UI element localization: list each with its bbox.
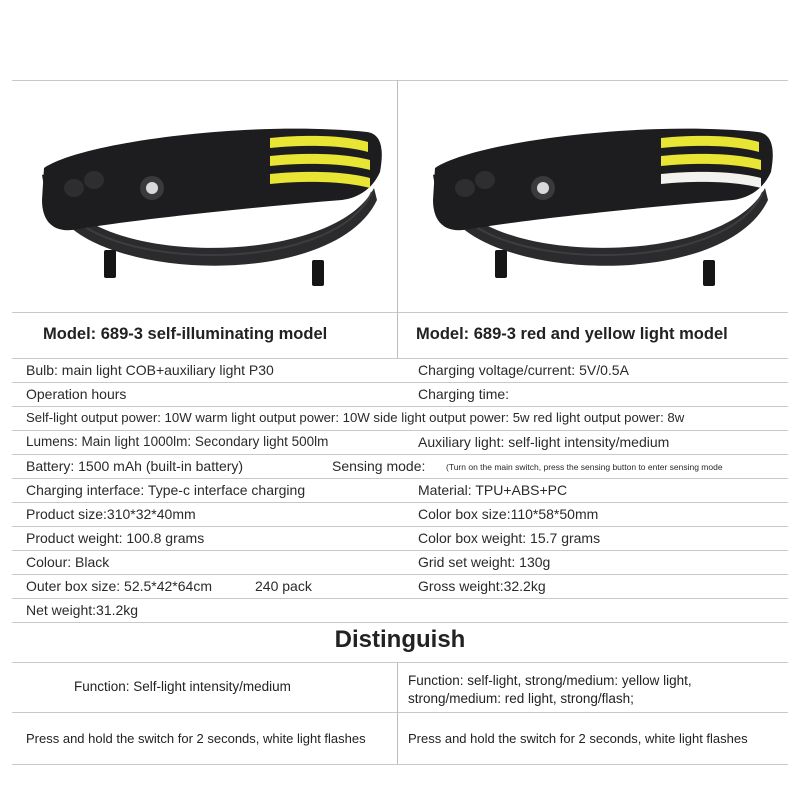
spec-row-6 [12, 478, 788, 502]
colour-spec: Colour: Black [26, 554, 110, 570]
product-photo-left [12, 80, 397, 312]
spec-row-3 [12, 406, 788, 430]
outer-box-size-spec: Outer box size: 52.5*42*64cm [26, 578, 212, 594]
sensing-mode-note: (Turn on the main switch, press the sensing button to enter sensing mode [446, 462, 723, 472]
product-weight-spec: Product weight: 100.8 grams [26, 530, 205, 546]
right-model-title: Model: 689-3 red and yellow light model [416, 325, 728, 343]
net-weight-spec: Net weight:31.2kg [26, 602, 139, 618]
color-box-weight-spec: Color box weight: 15.7 grams [418, 530, 601, 546]
bulb-spec: Bulb: main light COB+auxiliary light P30 [26, 362, 274, 378]
color-box-size-spec: Color box size:110*58*50mm [418, 506, 599, 522]
spec-row-9 [12, 550, 788, 574]
left-press-text: Press and hold the switch for 2 seconds, white light flashes [26, 731, 366, 746]
output-power-spec: Self-light output power: 10W warm light output power: 10W side light output power: 5w red light output power: 8w [26, 410, 685, 425]
spec-row-10 [12, 574, 788, 598]
left-function-text: Function: Self-light intensity/medium [74, 679, 291, 694]
battery-spec: Battery: 1500 mAh (built-in battery) [26, 458, 244, 474]
spec-row-8 [12, 526, 788, 550]
auxiliary-light-spec: Auxiliary light: self-light intensity/medium [418, 434, 670, 450]
spec-row-2 [12, 382, 788, 406]
spec-row-1 [12, 358, 788, 382]
right-press-text: Press and hold the switch for 2 seconds, white light flashes [408, 731, 748, 746]
left-model-title: Model: 689-3 self-illuminating model [43, 325, 328, 343]
right-function-line-1: Function: self-light, strong/medium: yellow light, [408, 673, 692, 688]
spec-row-7 [12, 502, 788, 526]
charging-time-spec: Charging time: [418, 386, 510, 402]
operation-hours-spec: Operation hours [26, 386, 127, 402]
charging-interface-spec: Charging interface: Type-c interface charging [26, 482, 306, 498]
spec-sheet [12, 80, 788, 770]
pack-spec: 240 pack [255, 578, 312, 594]
grid-set-weight-spec: Grid set weight: 130g [418, 554, 551, 570]
right-function-line-2: strong/medium: red light, strong/flash; [408, 691, 634, 706]
lumens-spec: Lumens: Main light 1000lm: Secondary light 500lm [26, 434, 329, 449]
headlamp-right-image [403, 80, 788, 312]
material-spec: Material: TPU+ABS+PC [418, 482, 568, 498]
spec-row-11 [12, 598, 788, 622]
charging-voltage-spec: Charging voltage/current: 5V/0.5A [418, 362, 629, 378]
sensing-mode-label: Sensing mode: [332, 458, 426, 474]
gross-weight-spec: Gross weight:32.2kg [418, 578, 546, 594]
spec-row-5 [12, 454, 788, 478]
spec-row-4 [12, 430, 788, 454]
product-photo-right [403, 80, 788, 312]
headlamp-left-image [12, 80, 397, 312]
distinguish-heading: Distinguish [334, 626, 466, 653]
product-size-spec: Product size:310*32*40mm [26, 506, 196, 522]
